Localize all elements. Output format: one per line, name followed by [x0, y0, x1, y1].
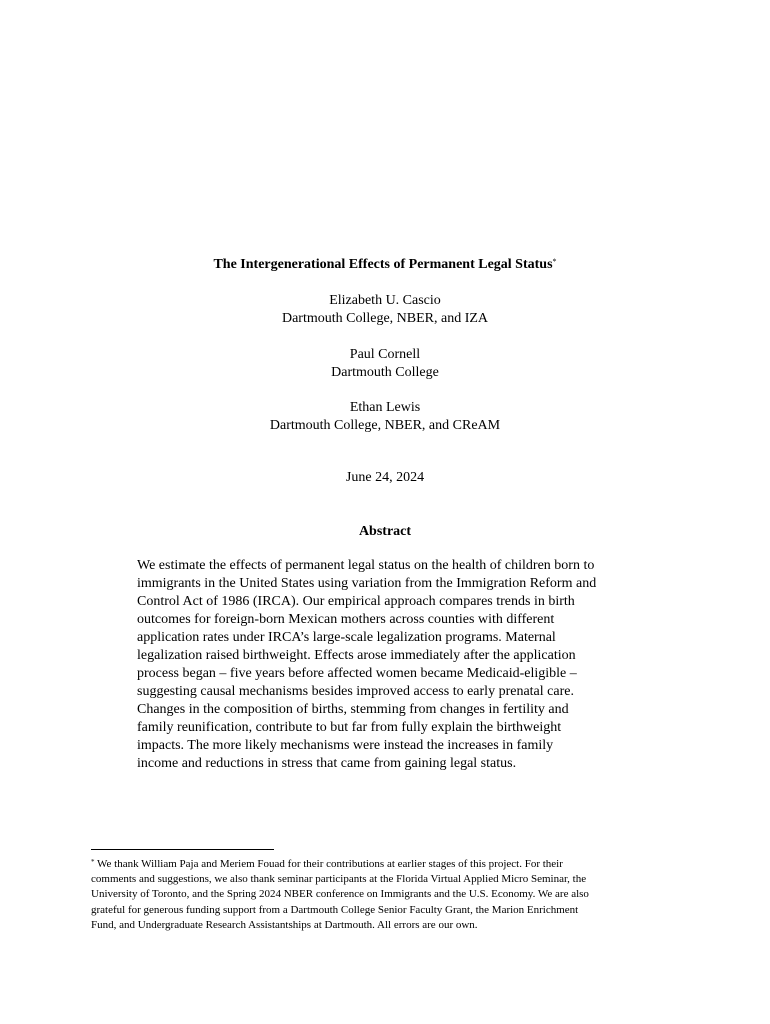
footnote-line: grateful for generous funding support from a Dartmouth College Senior Faculty Grant, the Marion Enrichment	[91, 903, 579, 916]
abstract-heading: Abstract	[358, 524, 412, 539]
abstract-line: Control Act of 1986 (IRCA). Our empirical approach compares trends in birth	[137, 594, 575, 609]
author-name: Paul Cornell	[349, 347, 421, 362]
author-name: Elizabeth U. Cascio	[329, 293, 441, 308]
footnote-line-text: We thank William Paja and Meriem Fouad for their contributions at earlier stages of this project. For their	[94, 858, 563, 870]
abstract-line: impacts. The more likely mechanisms were instead the increases in family	[137, 738, 554, 753]
paper-date: June 24, 2024	[345, 470, 425, 485]
footnote-line	[91, 857, 681, 872]
abstract-line: family reunification, contribute to but far from fully explain the birthweight	[137, 720, 562, 735]
footnote-line: University of Toronto, and the Spring 2024 NBER conference on Immigrants and the U.S. Economy. We are also	[91, 888, 589, 901]
footnote-marker: *	[91, 858, 95, 866]
author-name: Ethan Lewis	[349, 400, 421, 415]
abstract-line: Changes in the composition of births, stemming from changes in fertility and	[137, 702, 569, 717]
paper-title-text: The Intergenerational Effects of Permanent Legal Status	[213, 257, 553, 272]
author-affiliation: Dartmouth College, NBER, and CReAM	[269, 418, 501, 433]
abstract-line: outcomes for foreign-born Mexican mothers across counties with different	[137, 612, 555, 627]
footnote-line: comments and suggestions, we also thank seminar participants at the Florida Virtual Applied Micro Seminar, the	[91, 873, 587, 886]
author-affiliation: Dartmouth College	[331, 365, 439, 380]
abstract-line: immigrants in the United States using variation from the Immigration Reform and	[137, 576, 597, 591]
abstract-line: process began – five years before affected women became Medicaid-eligible –	[137, 666, 577, 681]
footnote	[91, 857, 681, 933]
footnote-line: Fund, and Undergraduate Research Assistantships at Dartmouth. All errors are our own.	[91, 918, 478, 931]
author-block-1	[0, 292, 770, 328]
footnote-divider	[91, 849, 274, 850]
title-footnote-marker: *	[552, 257, 557, 266]
paper-title	[0, 256, 770, 274]
author-block-3	[0, 399, 770, 435]
abstract-line: We estimate the effects of permanent legal status on the health of children born to	[137, 558, 595, 573]
abstract-line: legalization raised birthweight. Effects arose immediately after the application	[137, 648, 576, 663]
author-affiliation: Dartmouth College, NBER, and IZA	[281, 311, 489, 326]
abstract-body	[137, 557, 647, 773]
author-block-2	[0, 346, 770, 382]
abstract-line: application rates under IRCA’s large-scale legalization programs. Maternal	[137, 630, 556, 645]
abstract-line: income and reductions in stress that came from gaining legal status.	[137, 756, 517, 771]
abstract-line: suggesting causal mechanisms besides improved access to early prenatal care.	[137, 684, 574, 699]
